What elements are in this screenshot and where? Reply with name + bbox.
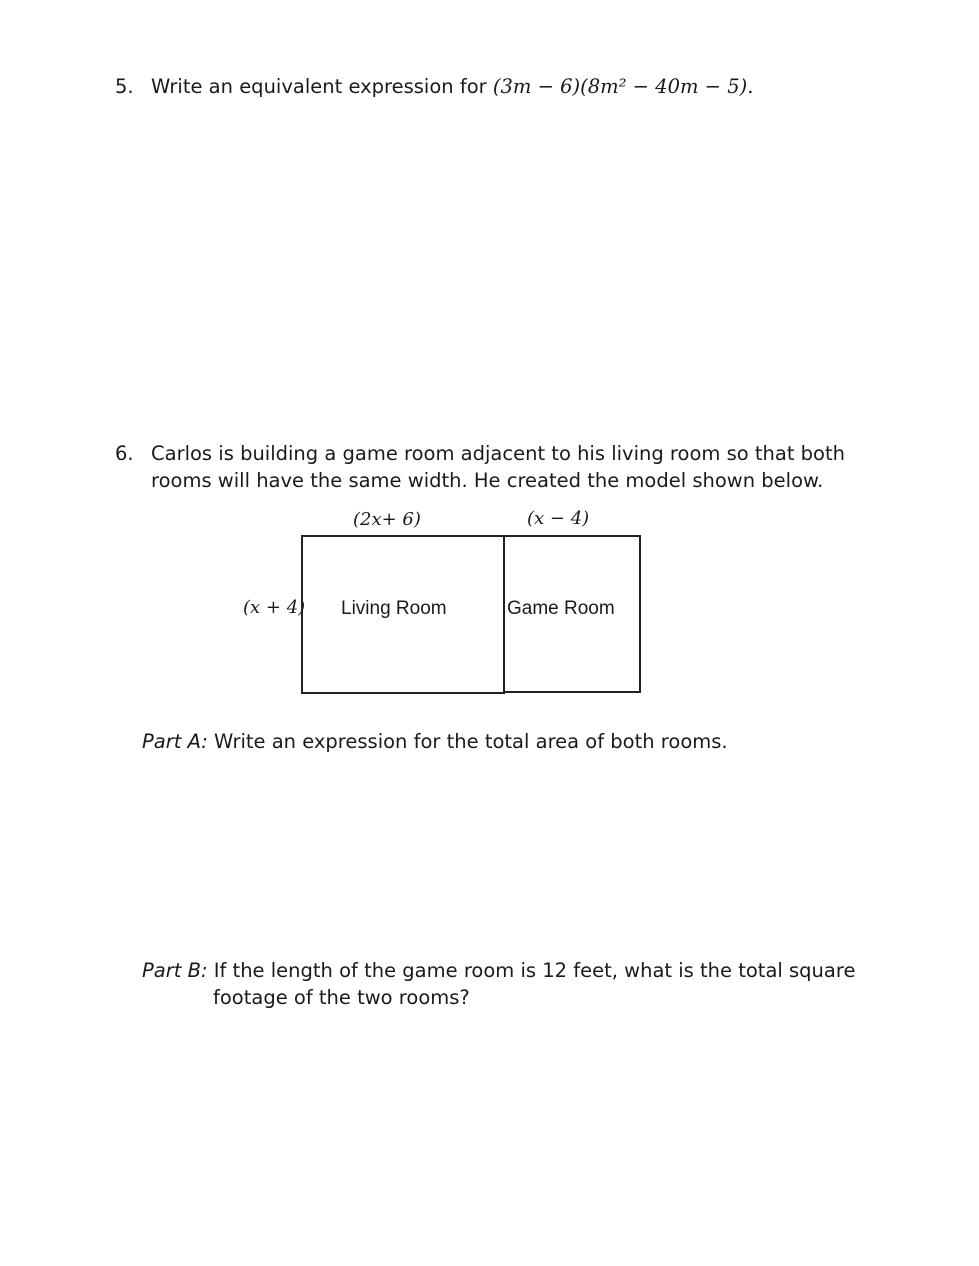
part-b-text-1: If the length of the game room is 12 feet, what is the total square (213, 959, 856, 982)
living-room-length-label: (2x+ 6) (353, 509, 421, 530)
part-a (142, 728, 728, 755)
question-5-text (151, 73, 753, 100)
question-5-number: 5. (115, 75, 134, 98)
living-room-label: Living Room (341, 598, 447, 619)
game-room-label: Game Room (507, 598, 615, 619)
part-b-label: Part B: (142, 959, 208, 982)
game-room-length-label: (x − 4) (527, 508, 590, 529)
question-5-expression: (3m − 6)(8m² − 40m − 5). (492, 75, 754, 98)
part-a-text: Write an expression for the total area of both rooms. (214, 730, 728, 753)
question-6-line-1: Carlos is building a game room adjacent to his living room so that both (151, 442, 845, 465)
question-5-prompt: Write an equivalent expression for (151, 75, 487, 98)
room-width-label: (x + 4) (243, 597, 306, 618)
part-b-line-2: footage of the two rooms? (213, 986, 470, 1009)
part-b-line-1 (142, 957, 855, 984)
part-a-label: Part A: (142, 730, 208, 753)
question-6-number: 6. (115, 442, 134, 465)
question-6-line-2: rooms will have the same width. He created the model shown below. (151, 469, 824, 492)
